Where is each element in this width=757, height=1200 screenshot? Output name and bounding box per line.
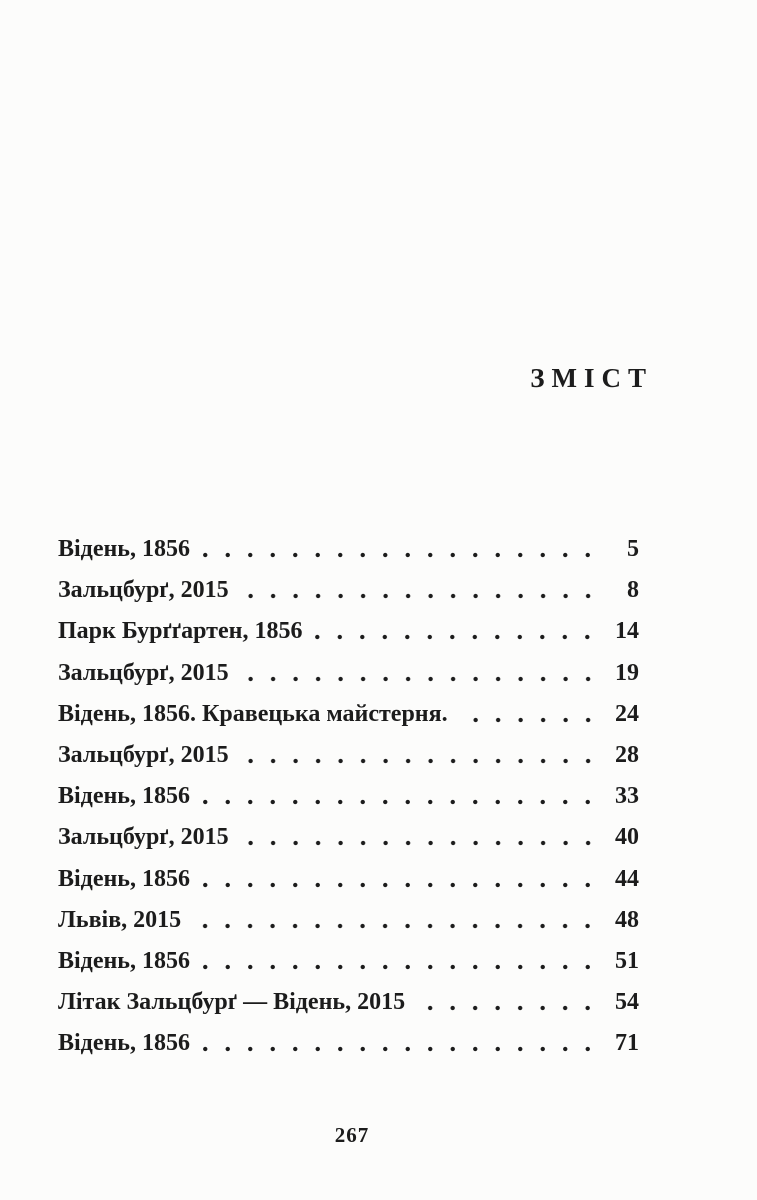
toc-entry-page: 33 — [615, 783, 639, 810]
toc-entry — [58, 742, 639, 783]
toc-entry-page: 44 — [615, 865, 639, 892]
toc-entry — [58, 866, 639, 907]
toc-entry — [58, 618, 639, 659]
toc-entry-page: 19 — [615, 659, 639, 686]
dot-leader — [242, 660, 600, 686]
toc-entry-page: 24 — [615, 700, 639, 727]
toc-entry-label: Відень, 1856 — [58, 865, 190, 892]
toc-entry-label: Літак Зальцбурґ — Відень, 2015 — [58, 989, 406, 1016]
dot-leader — [203, 948, 600, 974]
toc-entry-page: 14 — [615, 618, 639, 645]
toc-entry-label: Зальцбурґ, 2015 — [58, 824, 229, 851]
toc-entry — [58, 948, 639, 989]
toc-entry-page: 71 — [615, 1030, 639, 1057]
dot-leader — [203, 783, 600, 809]
page-title-text: ЗМІСТ — [530, 363, 653, 393]
dot-leader — [461, 701, 600, 727]
dot-leader — [242, 742, 600, 768]
toc-entry — [58, 536, 639, 577]
toc-entry-label: Відень, 1856 — [58, 947, 190, 974]
toc-entry-label: Парк Бурґґартен, 1856 — [58, 618, 303, 645]
dot-leader — [203, 1030, 600, 1056]
toc-entry-page: 8 — [627, 577, 639, 604]
dot-leader — [242, 577, 600, 603]
toc-entry-page: 48 — [615, 906, 639, 933]
toc-entry-label: Відень, 1856. Кравецька майстерня. — [58, 700, 448, 727]
dot-leader — [203, 866, 600, 892]
dot-leader — [242, 824, 600, 850]
dot-leader — [315, 618, 600, 644]
toc-entry — [58, 783, 639, 824]
toc-entry — [58, 660, 639, 701]
dot-leader — [203, 536, 600, 562]
toc-entry — [58, 1030, 639, 1071]
toc-entry-page: 54 — [615, 989, 639, 1016]
toc-entry — [58, 701, 639, 742]
toc-entry-label: Зальцбурґ, 2015 — [58, 741, 229, 768]
toc-entry-label: Відень, 1856 — [58, 1030, 190, 1057]
dot-leader — [418, 989, 600, 1015]
toc-entry-label: Зальцбурґ, 2015 — [58, 659, 229, 686]
toc-entry-page: 5 — [627, 536, 639, 562]
folio-page-number: 267 — [334, 1123, 370, 1147]
page-title — [58, 363, 653, 393]
toc-entry-label: Відень, 1856 — [58, 783, 190, 810]
toc-entry-page: 51 — [615, 947, 639, 974]
toc-entry — [58, 989, 639, 1030]
dot-leader — [194, 907, 600, 933]
table-of-contents — [58, 536, 639, 1071]
toc-entry — [58, 577, 639, 618]
toc-entry-label: Відень, 1856 — [58, 536, 190, 562]
toc-entry-label: Львів, 2015 — [58, 906, 182, 933]
toc-entry — [58, 824, 639, 865]
toc-entry — [58, 907, 639, 948]
toc-entry-page: 28 — [615, 741, 639, 768]
toc-entry-page: 40 — [615, 824, 639, 851]
toc-entry-label: Зальцбурґ, 2015 — [58, 577, 229, 604]
